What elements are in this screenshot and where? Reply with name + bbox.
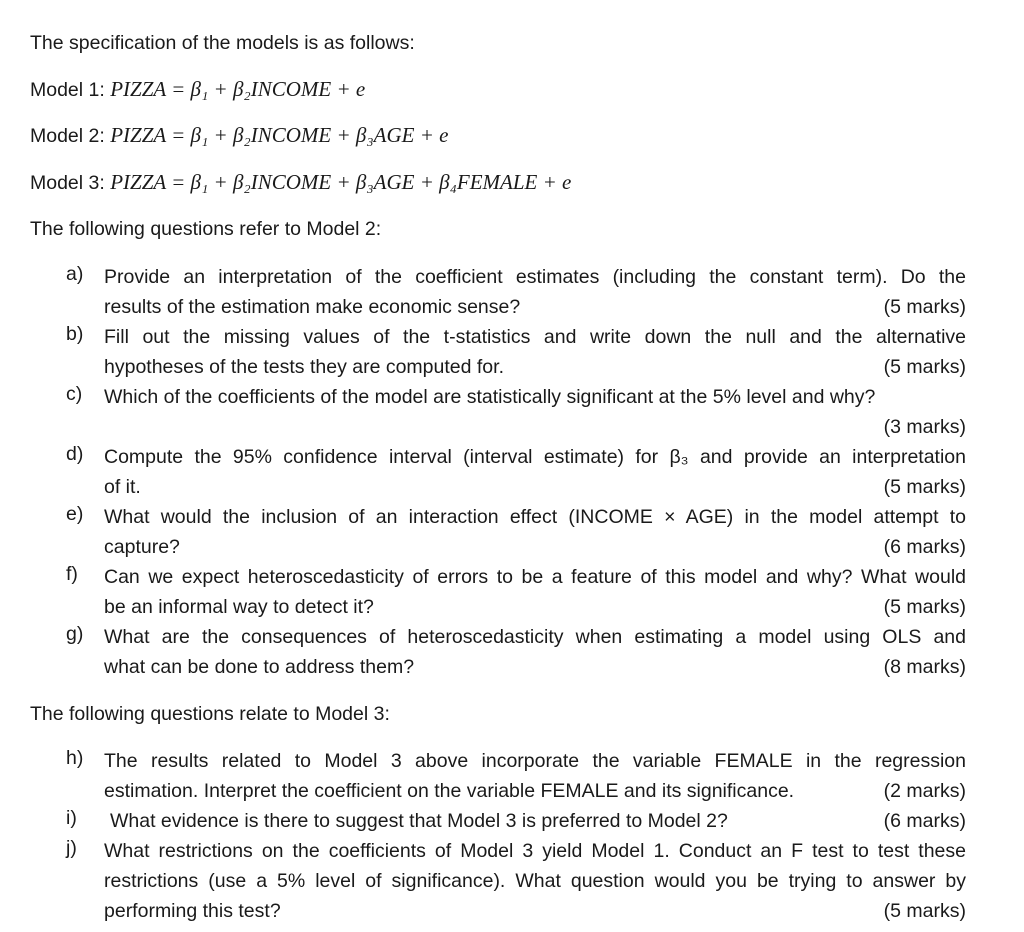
question-label: e) (66, 503, 84, 525)
question-text-line: of it. (104, 476, 141, 498)
model-1-label: Model 1: (30, 79, 105, 101)
question-marks: (5 marks) (883, 596, 966, 618)
question-marks: (6 marks) (883, 810, 966, 832)
question-marks: (5 marks) (883, 356, 966, 378)
question-marks: (2 marks) (883, 780, 966, 802)
question-label: d) (66, 443, 84, 465)
question-label: b) (66, 323, 84, 345)
model-2-equation: PIZZA = β₁ + β₂INCOME + β₃AGE + e (110, 123, 449, 147)
question-text-line: results of the estimation make economic sense? (104, 296, 521, 318)
intro-text: The specification of the models is as follows: (30, 32, 415, 54)
question-marks: (8 marks) (883, 656, 966, 678)
question-marks: (3 marks) (883, 416, 966, 438)
model-2-label: Model 2: (30, 125, 105, 147)
question-text-line: What are the consequences of heteroscedasticity when estimating a model using OLS and (104, 626, 966, 648)
model-3 (30, 170, 571, 195)
question-text-line: what can be done to address them? (104, 656, 415, 678)
question-label: f) (66, 563, 78, 585)
question-text-line: Provide an interpretation of the coefficient estimates (including the constant term). Do the (104, 266, 966, 288)
question-text-line: What evidence is there to suggest that Model 3 is preferred to Model 2? (110, 810, 728, 832)
question-marks: (5 marks) (883, 476, 966, 498)
question-label: c) (66, 383, 83, 405)
model-1 (30, 77, 365, 102)
question-text-line: restrictions (use a 5% level of significance). What question would you be trying to answer by (104, 870, 966, 892)
question-text-line: Compute the 95% confidence interval (interval estimate) for β₃ and provide an interpretation (104, 446, 966, 468)
question-text-line: The results related to Model 3 above incorporate the variable FEMALE in the regression (104, 750, 966, 772)
question-text-line: Can we expect heteroscedasticity of errors to be a feature of this model and why? What would (104, 566, 966, 588)
question-text-line: Which of the coefficients of the model are statistically significant at the 5% level and why? (104, 386, 876, 408)
question-text-line: estimation. Interpret the coefficient on the variable FEMALE and its significance. (104, 780, 795, 802)
model-1-equation: PIZZA = β₁ + β₂INCOME + e (110, 77, 366, 101)
section-heading-model-2: The following questions refer to Model 2: (30, 218, 382, 240)
question-label: h) (66, 747, 84, 769)
model-3-equation: PIZZA = β₁ + β₂INCOME + β₃AGE + β₄FEMALE + e (110, 170, 572, 194)
question-text-line: What would the inclusion of an interaction effect (INCOME × AGE) in the model attempt to (104, 506, 966, 528)
question-text-line: What restrictions on the coefficients of Model 3 yield Model 1. Conduct an F test to test these (104, 840, 966, 862)
question-label: g) (66, 623, 84, 645)
model-3-label: Model 3: (30, 172, 105, 194)
question-marks: (5 marks) (883, 900, 966, 922)
question-text-line: be an informal way to detect it? (104, 596, 374, 618)
question-text-line: Fill out the missing values of the t-statistics and write down the null and the alternative (104, 326, 966, 348)
question-text-line: performing this test? (104, 900, 281, 922)
section-heading-model-3: The following questions relate to Model 3: (30, 703, 390, 725)
model-2 (30, 123, 448, 148)
question-label: j) (66, 837, 77, 859)
question-label: i) (66, 807, 77, 829)
question-text-line: capture? (104, 536, 180, 558)
question-text-line: hypotheses of the tests they are computed for. (104, 356, 504, 378)
question-marks: (6 marks) (883, 536, 966, 558)
question-marks: (5 marks) (883, 296, 966, 318)
question-label: a) (66, 263, 84, 285)
